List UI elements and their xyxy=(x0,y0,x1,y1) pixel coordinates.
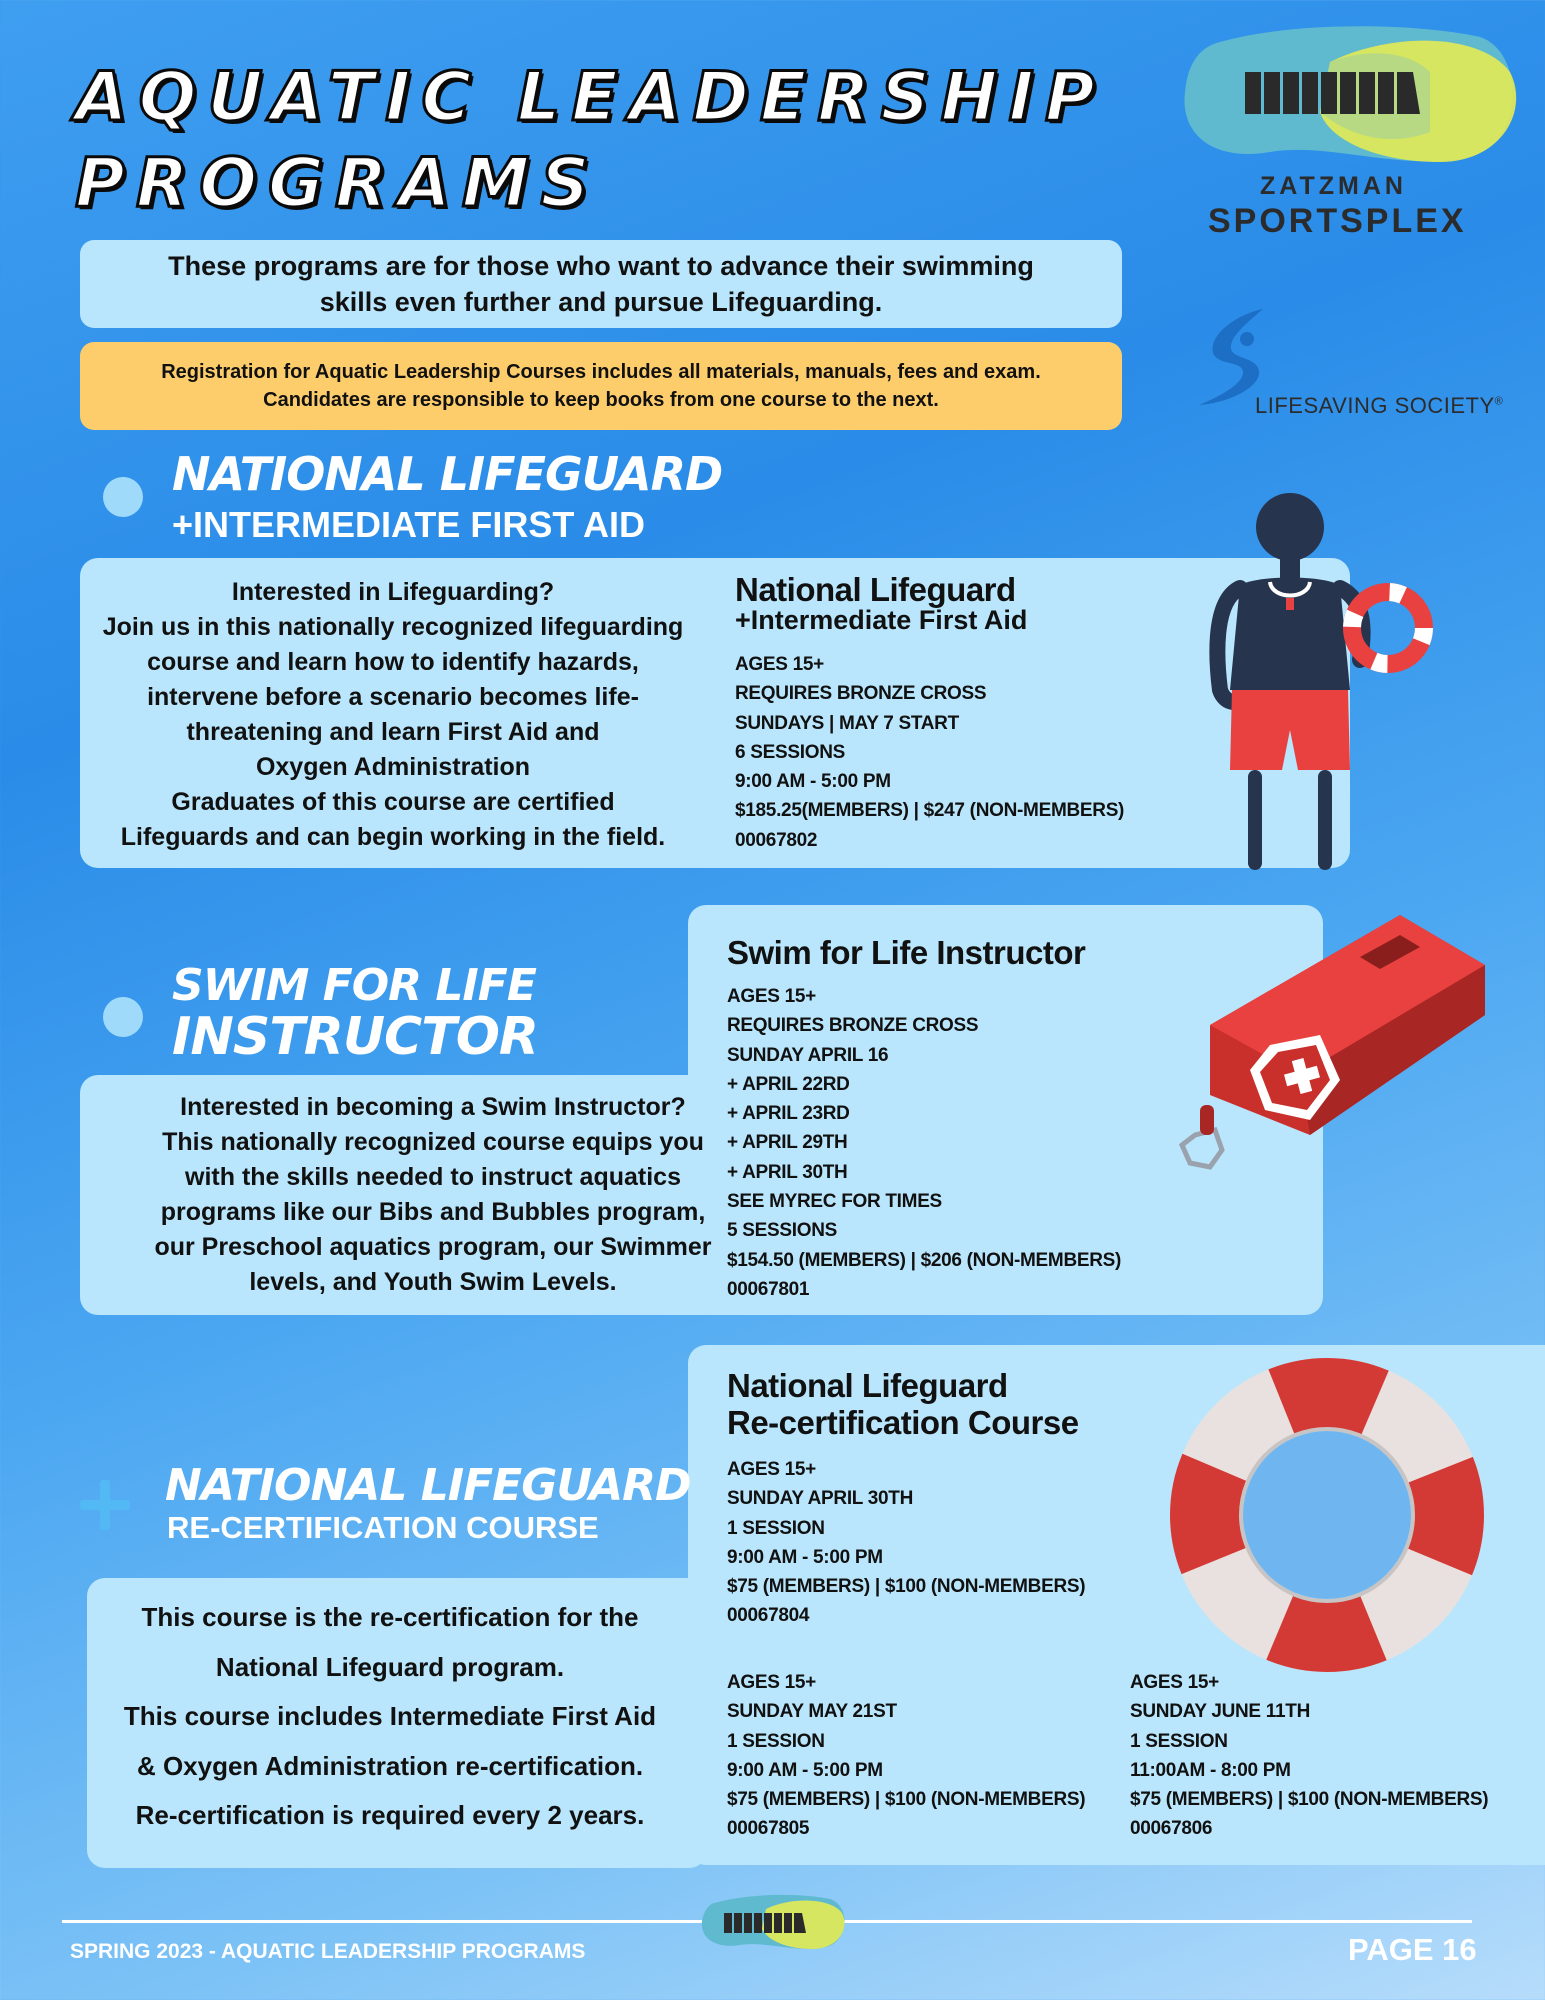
blurb-line: National Lifeguard program. xyxy=(215,1651,565,1682)
section-title-national-lifeguard: NATIONAL LIFEGUARD xyxy=(172,447,723,501)
detail-line: REQUIRES BRONZE CROSS xyxy=(735,683,987,705)
detail-line: 1 SESSION xyxy=(1130,1730,1228,1752)
detail-line: 00067805 xyxy=(727,1818,810,1840)
bullet-dot-icon xyxy=(103,997,143,1037)
detail-line: 6 SESSIONS xyxy=(735,741,845,763)
swim-instructor-blurb xyxy=(88,1090,778,1300)
detail-line: $75 (MEMBERS) | $100 (NON-MEMBERS) xyxy=(727,1789,1086,1811)
detail-line: + APRIL 30TH xyxy=(727,1161,848,1183)
lifeguard-figure-icon xyxy=(1200,490,1440,880)
footer-program-label: SPRING 2023 - AQUATIC LEADERSHIP PROGRAMS xyxy=(70,1940,586,1963)
detail-line: 00067802 xyxy=(735,829,818,851)
lifesaving-society-text xyxy=(1255,393,1503,419)
info-subtitle: +Intermediate First Aid xyxy=(735,605,1028,635)
detail-line: 5 SESSIONS xyxy=(727,1220,837,1242)
logo-zatzman-text: ZATZMAN xyxy=(1260,172,1407,200)
detail-line: 00067806 xyxy=(1130,1818,1213,1840)
detail-line: SUNDAY MAY 21ST xyxy=(727,1701,897,1723)
detail-line: 1 SESSION xyxy=(727,1730,825,1752)
detail-line: + APRIL 23RD xyxy=(727,1103,850,1125)
info-title: Swim for Life Instructor xyxy=(727,934,1086,971)
registration-notice xyxy=(80,342,1122,430)
blurb-line: Re-certification is required every 2 years. xyxy=(135,1800,645,1830)
blurb-line: Join us in this nationally recognized lifeguarding xyxy=(102,613,684,641)
blurb-line: This course is the re-certification for the xyxy=(141,1602,639,1632)
blurb-line: Interested in becoming a Swim Instructor? xyxy=(180,1093,686,1121)
zatzman-logo xyxy=(1180,22,1525,252)
bullet-dot-icon xyxy=(103,477,143,517)
section-subtitle-first-aid: +INTERMEDIATE FIRST AID xyxy=(172,504,646,545)
detail-line: SUNDAYS | MAY 7 START xyxy=(735,712,959,734)
detail-line: 11:00AM - 8:00 PM xyxy=(1130,1759,1291,1781)
detail-line: AGES 15+ xyxy=(727,1459,816,1480)
registration-line-2: Candidates are responsible to keep books from one course to the next. xyxy=(263,389,939,411)
blurb-line: This nationally recognized course equips you xyxy=(162,1128,704,1156)
intro-line-2: skills even further and pursue Lifeguarding. xyxy=(319,287,883,317)
recert-blurb xyxy=(90,1593,690,1841)
blurb-line: & Oxygen Administration re-certification. xyxy=(136,1750,644,1781)
detail-line: + APRIL 29TH xyxy=(727,1132,848,1154)
swim-instructor-details xyxy=(727,982,1121,1304)
blurb-line: intervene before a scenario becomes life- xyxy=(147,683,639,711)
detail-line: 9:00 AM - 5:00 PM xyxy=(727,1546,883,1568)
detail-line: REQUIRES BRONZE CROSS xyxy=(727,1015,979,1037)
blurb-line: Oxygen Administration xyxy=(255,753,531,781)
detail-line: AGES 15+ xyxy=(735,654,824,675)
zatzman-logo-icon xyxy=(700,1893,848,1955)
plus-icon xyxy=(80,1480,130,1530)
title-line-1: AQUATIC LEADERSHIP xyxy=(75,58,1106,137)
detail-line: $185.25(MEMBERS) | $247 (NON-MEMBERS) xyxy=(735,800,1125,822)
detail-line: SUNDAY APRIL 30TH xyxy=(727,1488,914,1510)
detail-line: AGES 15+ xyxy=(1130,1672,1219,1693)
detail-line: SUNDAY JUNE 11TH xyxy=(1130,1701,1310,1723)
detail-line: 1 SESSION xyxy=(727,1517,825,1539)
lifesaving-name: LIFESAVING SOCIETY xyxy=(1255,393,1495,418)
national-lifeguard-blurb xyxy=(88,575,698,855)
recert-offering-april xyxy=(727,1455,1085,1631)
intro-line-1: These programs are for those who want to advance their swimming xyxy=(168,251,1034,281)
detail-line: AGES 15+ xyxy=(727,986,816,1007)
blurb-line: with the skills needed to instruct aquatics xyxy=(185,1163,681,1191)
section-title-recert: NATIONAL LIFEGUARD xyxy=(165,1460,691,1511)
blurb-line: levels, and Youth Swim Levels. xyxy=(249,1268,617,1296)
blurb-line: Graduates of this course are certified xyxy=(171,788,615,816)
life-ring-icon xyxy=(1160,1355,1495,1675)
detail-line: + APRIL 22RD xyxy=(727,1073,850,1095)
section-title-instructor: INSTRUCTOR xyxy=(172,1007,538,1067)
national-lifeguard-details xyxy=(735,650,1124,855)
detail-line: 00067801 xyxy=(727,1278,810,1300)
blurb-line: course and learn how to identify hazards, xyxy=(147,648,639,676)
blurb-line: Interested in Lifeguarding? xyxy=(231,578,555,606)
blurb-line: This course includes Intermediate First Aid xyxy=(123,1701,657,1731)
registration-line-1: Registration for Aquatic Leadership Courses includes all materials, manuals, fees and exam. xyxy=(161,361,1041,383)
blurb-line: Lifeguards and can begin working in the field. xyxy=(120,823,666,851)
section-title-swim-for-life: SWIM FOR LIFE xyxy=(172,960,536,1011)
recert-offering-june xyxy=(1130,1668,1488,1844)
whistle-icon xyxy=(1170,905,1490,1205)
detail-line: AGES 15+ xyxy=(727,1672,816,1693)
title-line-2: PROGRAMS xyxy=(75,144,601,223)
info-title-line-2: Re-certification Course xyxy=(727,1404,1079,1441)
blurb-line: programs like our Bibs and Bubbles program, xyxy=(160,1198,706,1226)
lifesaving-society-logo xyxy=(1195,305,1504,420)
detail-line: SEE MYREC FOR TIMES xyxy=(727,1191,942,1213)
info-title: National Lifeguard xyxy=(735,571,1016,608)
page-number: PAGE 16 xyxy=(1348,1932,1477,1967)
detail-line: $75 (MEMBERS) | $100 (NON-MEMBERS) xyxy=(727,1576,1086,1598)
detail-line: $75 (MEMBERS) | $100 (NON-MEMBERS) xyxy=(1130,1789,1489,1811)
logo-sportsplex-text: SPORTSPLEX xyxy=(1208,202,1467,240)
detail-line: 9:00 AM - 5:00 PM xyxy=(735,771,891,793)
registered-mark: ® xyxy=(1494,395,1504,408)
intro-box xyxy=(80,240,1122,328)
blurb-line: threatening and learn First Aid and xyxy=(186,718,600,746)
recert-offering-may xyxy=(727,1668,1085,1844)
page-title xyxy=(75,55,1106,227)
detail-line: 00067804 xyxy=(727,1605,810,1627)
info-title: National Lifeguard xyxy=(727,1367,1008,1404)
footer-logo xyxy=(700,1893,848,1955)
blurb-line: our Preschool aquatics program, our Swimmer xyxy=(154,1233,712,1261)
detail-line: SUNDAY APRIL 16 xyxy=(727,1044,889,1066)
section-subtitle-recert: RE-CERTIFICATION COURSE xyxy=(167,1510,599,1545)
detail-line: $154.50 (MEMBERS) | $206 (NON-MEMBERS) xyxy=(727,1249,1122,1271)
detail-line: 9:00 AM - 5:00 PM xyxy=(727,1759,883,1781)
